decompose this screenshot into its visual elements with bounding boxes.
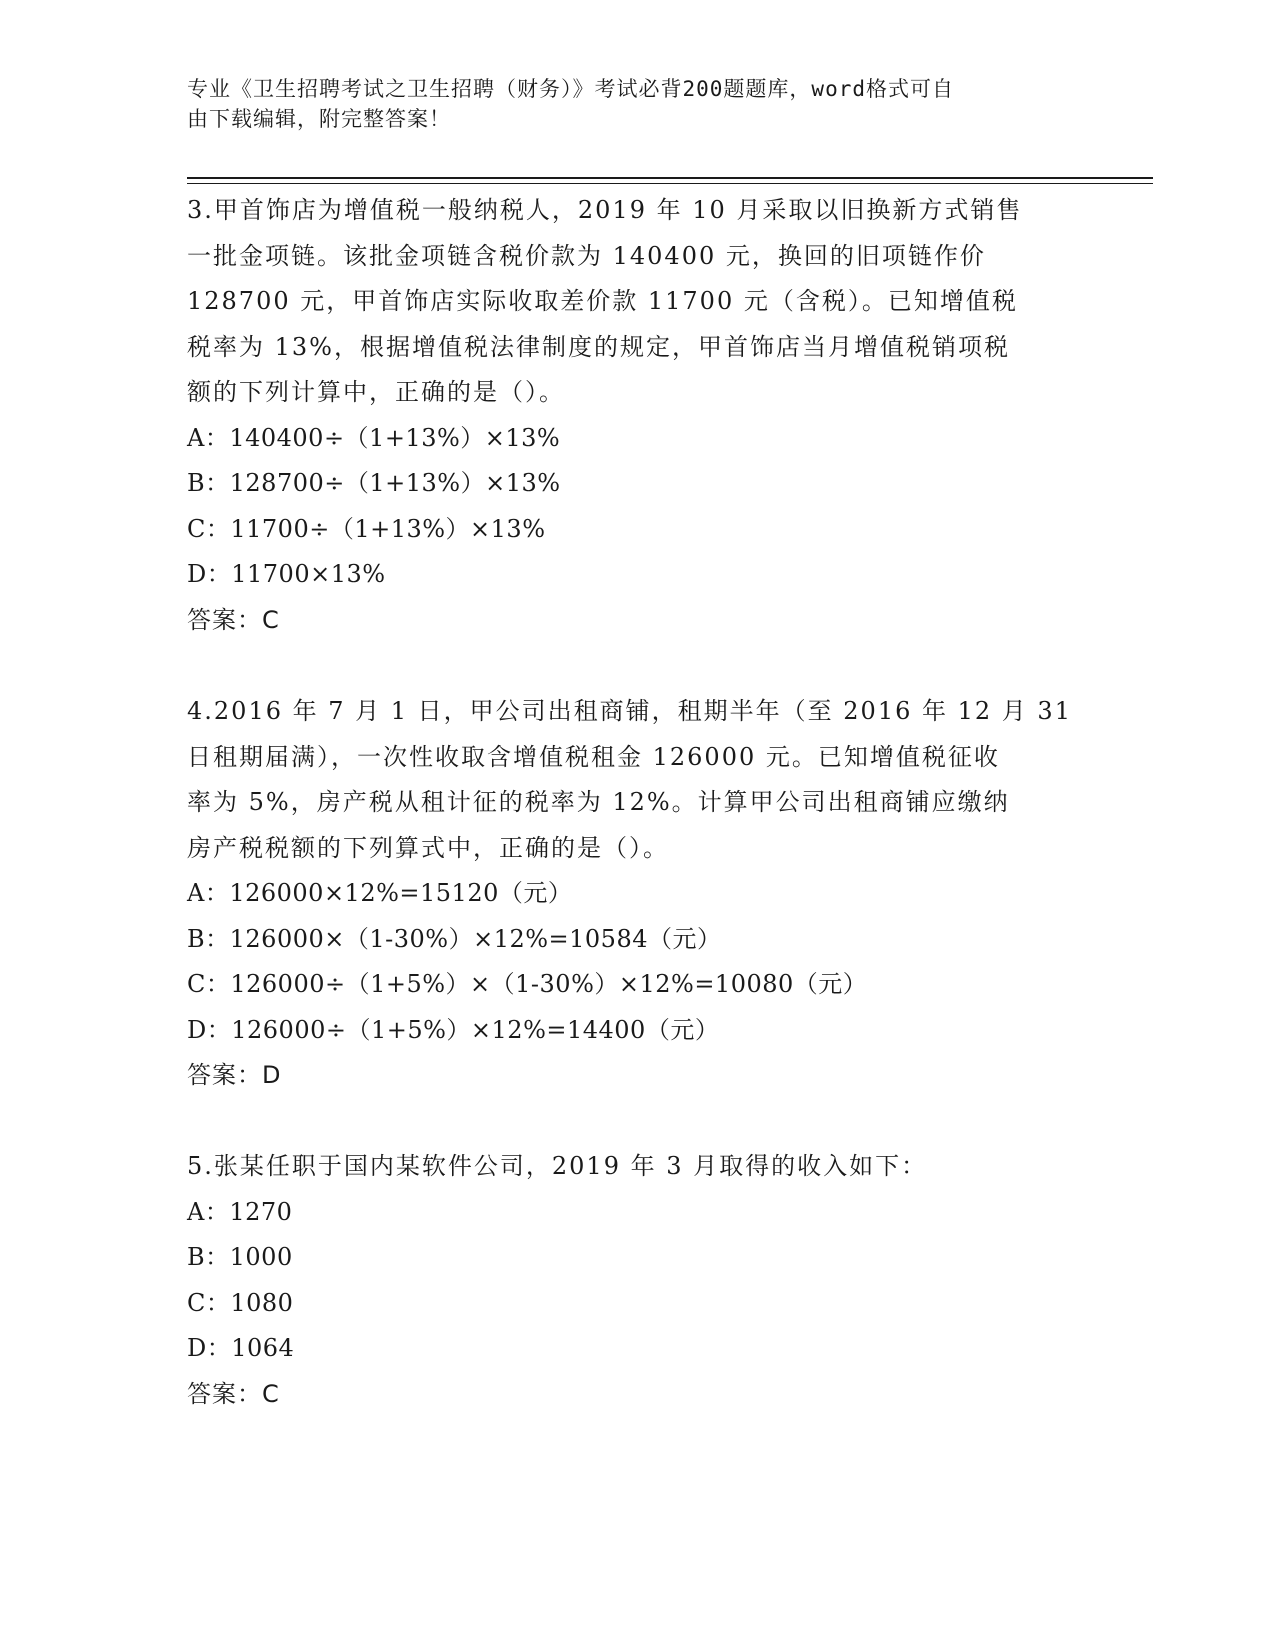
- question-3-line-3: 128700 元，甲首饰店实际收取差价款 11700 元（含税）。已知增值税: [187, 287, 1018, 315]
- question-5-option-c: C：1080: [187, 1288, 294, 1317]
- question-3-option-d: D：11700×13%: [187, 560, 386, 588]
- question-3-option-a: A：140400÷（1+13%）×13%: [187, 423, 561, 452]
- question-5-option-d: D：1064: [187, 1334, 295, 1362]
- header-divider-thin: [187, 183, 1153, 184]
- question-3-line-4: 税率为 13%，根据增值税法律制度的规定，甲首饰店当月增值税销项税: [187, 332, 1010, 361]
- question-4-answer: 答案：D: [187, 1061, 282, 1089]
- header-line-1: 专业《卫生招聘考试之卫生招聘（财务）》考试必背200题题库，word格式可自: [187, 77, 954, 101]
- question-4-line-4: 房产税税额的下列算式中，正确的是（）。: [187, 833, 669, 862]
- question-5: [187, 1144, 1087, 1417]
- question-5-answer: 答案：C: [187, 1379, 280, 1408]
- question-4-option-a: A：126000×12%=15120（元）: [187, 879, 573, 907]
- question-3-line-5: 额的下列计算中，正确的是（）。: [187, 378, 565, 406]
- question-3-option-c: C：11700÷（1+13%）×13%: [187, 514, 546, 543]
- question-4-line-3: 率为 5%，房产税从租计征的税率为 12%。计算甲公司出租商铺应缴纳: [187, 788, 1010, 816]
- header-line-2: 由下载编辑，附完整答案！: [187, 107, 451, 131]
- question-3-line-2: 一批金项链。该批金项链含税价款为 140400 元，换回的旧项链作价: [187, 241, 986, 270]
- question-5-option-a: A：1270: [187, 1197, 293, 1226]
- question-4-option-d: D：126000÷（1+5%）×12%=14400（元）: [187, 1015, 720, 1044]
- document-header: [187, 74, 1087, 134]
- question-5-option-b: B：1000: [187, 1243, 293, 1271]
- question-4-line-2: 日租期届满），一次性收取含增值税租金 126000 元。已知增值税征收: [187, 742, 1000, 771]
- question-3-line-1: 3.甲首饰店为增值税一般纳税人，2019 年 10 月采取以旧换新方式销售: [187, 196, 1023, 224]
- question-4: [187, 689, 1087, 1099]
- question-5-line-1: 5.张某任职于国内某软件公司，2019 年 3 月取得的收入如下：: [187, 1152, 928, 1180]
- question-4-option-b: B：126000×（1-30%）×12%=10584（元）: [187, 924, 722, 953]
- question-3-answer: 答案：C: [187, 605, 280, 634]
- question-3: [187, 188, 1087, 643]
- question-4-option-c: C：126000÷（1+5%）×（1-30%）×12%=10080（元）: [187, 970, 868, 998]
- question-3-option-b: B：128700÷（1+13%）×13%: [187, 469, 561, 497]
- header-divider-thick: [187, 177, 1153, 179]
- question-4-line-1: 4.2016 年 7 月 1 日，甲公司出租商铺，租期半年（至 2016 年 12 月 31: [187, 697, 1072, 725]
